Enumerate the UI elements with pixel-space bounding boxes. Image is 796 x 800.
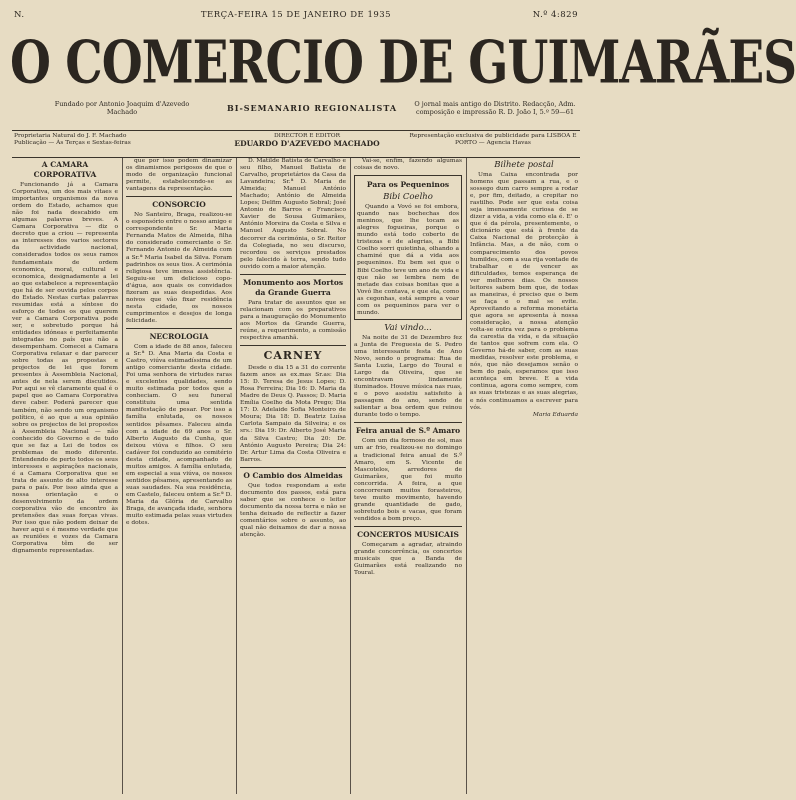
rule <box>240 345 346 346</box>
box-pequeninos <box>354 175 462 320</box>
article-intro-col2: que por isso podem dinamizar os dinamismos perigosos de que o modo de organização funcional permite, estabelecendo-se as vantagens da representação. <box>126 158 232 193</box>
heading-vai-vindo: Vai vindo... <box>384 322 432 333</box>
heading-carney: CARNEY <box>263 349 323 363</box>
column-divider <box>122 158 123 794</box>
article-bilhete-postal: Uma Caixa encontrada por homens que passam a rua, e o sossego dum carro sempre a rodar e, por fim, deitado, a crepitar no rastilho. Pode ser que esta coisa seja imensamente curiosa de se dizer a vida, a vida como ela é. E' o que é da pérola, presentemente, o dicionário que está à frente da Caixa Nacional de protecção à Infância. Mas, a de não, com o comparecimento dos povos humildes, com a sua rija vontade de trabalhar e de vencer as dificuldades, temos esperança de ver melhores dias. Os nossos leitores sabem bem que, de todas as maneiras, é preciso que o bem se faça e o mal se evite. Aproveitando a reforma monetária que agora se apresenta à nossa consideração, a nossa atenção volta-se outra vez para o problema da carestia da vida, e da situação de tantos que sofrem com ela. O Governo há-de saber, com as suas medidas, resolver este problema, e nós, que não desejamos senão o bem do país, esperamos que isso aconteça em breve. E a vida continua, agora como sempre, com as suas tristezas e as suas alegrias, e nós continuamos a escrever para vós. <box>470 172 578 411</box>
signature: Maria Eduarda <box>532 411 578 418</box>
article-cambio: Que todos respondam a este documento dos passos, está para saber que se conhece o leitor documento da nossa terra e não se tenha deixado de reflectir a fazer comentários sobre o assunto, ao qual não deixamos de dar a nossa atenção. <box>240 482 346 539</box>
column-5 <box>470 158 578 794</box>
article-intro-col4: Vai-se, enfim, fazendo algumas coisas de novo. <box>354 158 462 172</box>
column-divider <box>466 158 467 794</box>
column-divider <box>236 158 237 794</box>
article-feira: Com um dia formoso de sol, mas um ar frio, realizou-se no domingo a tradicional feira anual de S.º Amaro, em S. Vicente de Mascotelos, arredores de Guimarães, que foi muito concorrida. A feira, a que concorreram muitos forasteiros, teve muito movimento, havendo grande quantidade de gado, sobretudo bois e vacas, que foram vendidos a bom preço. <box>354 438 462 522</box>
rule <box>354 526 462 527</box>
article-necrologia: Com a idade de 88 anos, faleceu a Sr.ª D. Ana Maria da Costa e Castro, viúva estimadíssima de um antigo comerciante desta cidade. Foi uma senhora de virtudes raras e excelentes qualidades, sendo muito estimada por todos que a conheciam. O seu funeral constituiu uma sentida manifestação de pesar. Por isso a família enlutada, os nossos sentidos pêsames. Faleceu ainda com a idade de 69 anos o Sr. Alberto Augusto da Cunha, que deixou viúva e filhos. O seu cadáver foi conduzido ao cemitério desta cidade, acompanhado de muitos amigos. A família enlutada, em especial a sua viúva, os nossos sentidos pêsames, apresentando as suas saudades. Na sua residência, em Castelo, faleceu ontem a Sr.ª D. Maria da Glória de Carvalho Braga, de avançada idade, senhora muito estimada pelas suas virtudes e dotes. <box>126 343 232 527</box>
heading-camara-corporativa: A CAMARA CORPORATIVA <box>33 160 97 179</box>
oldest-journal-note: O jornal mais antigo do Distrito. Redacção, Adm. composição e impressão R. D. João I, 5.º 59—61 <box>414 100 576 116</box>
article-carney: Desde o dia 15 a 31 do corrente fazem anos as ex.mas Sr.as: Dia 15: D. Teresa de Jesus Lopes; D. Rosa Ferreira; Dia 16: D. Maria da Madre de Deus Q. Passos; D. Maria Emília Coelho da Mota Prego; Dia 17: D. Adelaide Sofia Monteiro de Moura; Dia 18: D. Beatriz Luísa Carlota Sampaio da Silveira; e os srs.: Dia 19: Dr. Alberto José Maria da Silva Castro; Dia 20: Dr. António Augusto Pereira; Dia 24: Dr. Artur Lima da Costa Oliveira e Barros. <box>240 365 346 463</box>
subheading-bibi-coelho: Bibi Coelho <box>383 192 433 203</box>
column-4 <box>354 158 462 794</box>
heading-concertos: CONCERTOS MUSICAIS <box>357 529 459 539</box>
article-pequeninos: Quando a Vovó se foi embora, quando nas bochechas dos meninos, que lhe tocam as alegres fogueiras, porque o mundo está todo coberto de tristezas e de alegrias, a Bibi Coelho sorri quietinha, olhando a chaminé que dá a vida aos pequeninos. Eu bem sei que o Bibi Coelho teve um ano de vida e que não se lembra nem de metade das coisas bonitas que a Vovó lhe contava, e que ela, como as cegonhas, está sempre a voar com os pequeninos para ver o mundo. <box>357 204 459 316</box>
director-name: EDUARDO D'AZEVEDO MACHADO <box>234 139 380 149</box>
owner-line: Proprietaria Natural do J. F. Machado <box>14 133 127 139</box>
issue-date: TERÇA-FEIRA 15 DE JANEIRO DE 1935 <box>200 10 392 20</box>
article-columns <box>12 158 580 794</box>
article-concertos: Começaram a agradar, atraindo grande concorrência, os concertos musicais que a Banda de Guimarães está realizando no Toural. <box>354 541 462 577</box>
rule <box>240 467 346 468</box>
rule <box>126 328 232 329</box>
rule <box>126 196 232 197</box>
article-text-col3: D. Matilde Batista de Carvalho e seu filho, Manuel Batista de Carvalho, proprietários da Casa da Lavandeira; Sr.ª D. Maria de Almeida; Manuel António Machado; António de Almeida Lopes; Delfim Augusto Sobral; José Antonio de Barros e Francisco Xavier de Sousa Guimarães, António Moreira da Costa e Silva e Manuel Augusto Sobral. No decorrer da cerimónia, o Sr. Reitor da Colegiada, no seu discurso, recordou os serviços prestados pelo falecido à terra, sendo tudo ouvido com a maior atenção. <box>240 158 346 270</box>
column-3 <box>240 158 346 794</box>
top-line <box>14 10 578 24</box>
article-consorcio: No Santeiro, Braga, realizou-se o esponsório entre o nosso amigo e correspondente Sr. Maria Fernanda Matos de Almeida, filha do considerado comerciante o Sr. Fernando Antonio de Almeida com a Sr.ª Maria Isabel da Silva. Foram padrinhos os seus tios. A cerimónia religiosa teve imensa assistência. Seguiu-se um delicioso copo-d'água, aos quais os convidados fizeram as suas despedidas. Aos noivos que vão fixar residência nesta cidade, os nossos cumprimentos e desejos de longa felicidade. <box>126 212 232 324</box>
info-bar <box>12 130 580 158</box>
masthead-title: O COMERCIO DE GUIMARÃES <box>10 28 796 98</box>
heading-consorcio: CONSORCIO <box>152 200 206 210</box>
rule <box>354 422 462 423</box>
page-number-label: N. <box>14 10 25 20</box>
rule <box>240 274 346 275</box>
issue-number: N.º 4:829 <box>532 10 578 20</box>
heading-feira: Feira anual de S.º Amaro <box>355 426 461 436</box>
semanario-label: BI-SEMANARIO REGIONALISTA <box>226 103 398 113</box>
column-1 <box>12 158 118 794</box>
article-vai-vindo: Na noite de 31 de Dezembro fez a Junta de Freguesia de S. Pedro uma interessante festa de Ano Novo, sendo o programa: Rua de Santa Luzia, Largo do Toural e Largo da Oliveira, que se encontravam lindamente iluminados. Houve música nas ruas, e o povo assistiu satisfeito à passagem do ano, sendo de salientar a boa ordem que reinou durante todo o tempo. <box>354 334 462 419</box>
heading-pequeninos: Para os Pequeninos <box>366 180 450 190</box>
founded-by: Fundado por Antonio Joaquim d'Azevedo Machado <box>54 100 190 116</box>
column-2 <box>126 158 232 794</box>
director-label: DIRECTOR E EDITOR <box>273 133 341 139</box>
column-divider <box>350 158 351 794</box>
article-monumento: Para tratar de assuntos que se relacionam com os preparativos para a inauguração do Monumento aos Mortos da Grande Guerra, reúne, a requerimento, a comissão respectiva amanhã. <box>240 299 346 341</box>
heading-necrologia: NECROLOGIA <box>149 331 209 341</box>
representation-line: Representação exclusiva de publicidade para LISBOA E PORTO — Agencia Havas <box>409 133 577 147</box>
schedule-line: Publicação — Às Terças e Sextas-feiras <box>14 140 131 147</box>
masthead-subline <box>12 100 580 130</box>
heading-bilhete-postal: Bilhete postal <box>494 160 554 170</box>
article-camara-corporativa: Funcionando já a Camara Corporativa, um dos mais vitaes e importantes organismos da nova ordem do Estado, achamos que não foi nada descabido em algumas palavras breves. A Camara Corporativa — diz o decreto que a criou — representa as interesses dos varios sectores da actividade nacional, considerados todos os seus ramos fundamentais de ordem economica, moral, cultural e economica, designadamente a lei ao que estabelece a representação que há de ser ouvida pelos corpos do Estado. Nestas curtas palavras resumidas está a síntese do esforço de todos os que querem ver a Camara Corporativa pode ser, e sobretudo porque há entidades idóneas e perfeitamente integradas no país que não a desempenham. Comecei a Camara Corporativa relaxar e dar parecer sobre todas as propostas e projectos de lei que forem presentes à Assembleia Nacional, antes de nela serem discutidos. Por aqui se vê claramente qual é o papel que ao Camara Corporativa deve caber. Poderá parecer que também, não sendo um organismo político, é ao que a sua opinião sobre os projectos de lei propostos à Assembleia Nacional — não conhecido do Governo e de tudo que se faz a Lei de todos os problemas de modo diferente. Entendendo de perto todos os seus interesses e aspirações nacionais, é a Camara Corporativa que se trata de assunto de alto interesse para o país. Por isso ainda que a nossa orientação e o desenvolvimento da ordem corporativa vão de encontro às pretensões das suas forças vivas. Por isso que não podem deixar de haver aqui e é mesmo verdade que as reuniões e vozes da Camara Corporativa têm de ser dignamente representadas. <box>12 182 118 555</box>
heading-cambio: O Cambio dos Almeidas <box>243 470 343 480</box>
heading-monumento: Monumento aos Mortos da Grande Guerra <box>242 277 344 297</box>
